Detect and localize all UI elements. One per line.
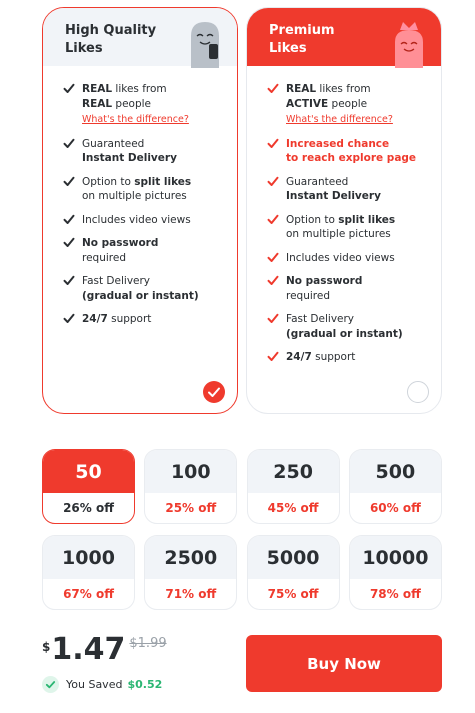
feature-text: (gradual or instant) (286, 327, 403, 340)
plan-card-premium[interactable] (246, 7, 442, 414)
feature-text: 24/7 (82, 313, 108, 325)
plan-title: Premium Likes (269, 23, 335, 56)
package-quantity: 2500 (145, 536, 236, 579)
feature-item (267, 175, 433, 204)
buy-now-button[interactable]: Buy Now (246, 635, 442, 692)
feature-text: Instant Delivery (286, 190, 381, 202)
check-icon (267, 351, 279, 362)
check-circle-icon (42, 676, 59, 693)
package-discount: 26% off (63, 501, 114, 515)
feature-text: Option to (286, 213, 339, 226)
feature-text: required (82, 251, 126, 264)
package-quantity: 100 (145, 450, 236, 493)
feature-text: split likes (134, 175, 192, 188)
feature-item (267, 213, 433, 242)
plan-card-header (43, 8, 237, 66)
feature-text: people (328, 97, 368, 110)
package-grid (42, 449, 442, 610)
feature-item (267, 274, 433, 303)
plan-selected-indicator[interactable] (203, 381, 225, 403)
feature-text: REAL (82, 97, 113, 110)
feature-text: Includes video views (286, 251, 395, 264)
whats-the-difference-link[interactable]: What's the difference? (82, 114, 189, 125)
package-quantity: 250 (248, 450, 339, 493)
check-icon (267, 275, 279, 286)
check-icon (63, 313, 75, 324)
package-quantity: 10000 (350, 536, 441, 579)
feature-item (267, 137, 433, 166)
check-icon (267, 138, 279, 149)
check-icon (63, 176, 75, 187)
package-quantity: 50 (43, 450, 134, 493)
package-option-10000[interactable] (349, 535, 442, 610)
feature-text: Guaranteed (82, 137, 145, 150)
feature-item (267, 350, 433, 365)
feature-text: likes from (112, 83, 167, 95)
package-discount: 71% off (165, 587, 217, 601)
package-option-50[interactable] (42, 449, 135, 524)
saved-label: You Saved (66, 678, 123, 691)
check-icon (63, 138, 75, 149)
feature-text: Includes video views (82, 213, 191, 226)
check-icon (63, 275, 75, 286)
feature-text: Fast Delivery (286, 313, 355, 325)
ghost-phone-mascot-icon (185, 18, 225, 68)
feature-text: support (311, 351, 356, 363)
currency-symbol: $ (42, 640, 51, 654)
feature-item (63, 312, 229, 327)
check-icon (63, 214, 75, 225)
feature-text: (gradual or instant) (82, 289, 199, 302)
check-icon (267, 214, 279, 225)
feature-text: on multiple pictures (82, 190, 187, 202)
feature-text: on multiple pictures (286, 228, 391, 240)
check-icon (203, 381, 225, 403)
package-option-250[interactable] (247, 449, 340, 524)
price-display (42, 634, 167, 666)
feature-text: split likes (338, 213, 396, 226)
feature-list (247, 66, 441, 365)
feature-text: support (107, 313, 152, 325)
plan-title: High Quality Likes (65, 23, 157, 56)
package-option-500[interactable] (349, 449, 442, 524)
feature-text: likes from (316, 83, 371, 95)
package-option-5000[interactable] (247, 535, 340, 610)
check-icon (267, 313, 279, 324)
savings-line (42, 676, 162, 693)
feature-text: REAL (286, 83, 317, 95)
feature-item (267, 251, 433, 266)
package-discount: 25% off (165, 501, 217, 515)
check-icon (267, 176, 279, 187)
package-discount: 67% off (63, 587, 114, 601)
package-option-1000[interactable] (42, 535, 135, 610)
original-price: $1.99 (129, 636, 167, 651)
feature-text: Fast Delivery (82, 275, 151, 287)
feature-item (63, 213, 229, 228)
package-discount: 45% off (267, 501, 319, 515)
check-icon (63, 83, 75, 94)
feature-text: No password (82, 237, 159, 249)
feature-text: Instant Delivery (82, 152, 177, 164)
feature-text: Increased chance (286, 137, 390, 150)
feature-list (43, 66, 237, 327)
feature-text: required (286, 289, 330, 302)
package-quantity: 1000 (43, 536, 134, 579)
feature-text: ACTIVE (286, 97, 329, 110)
whats-the-difference-link[interactable]: What's the difference? (286, 114, 393, 125)
feature-text: 24/7 (286, 351, 312, 363)
plan-select-radio[interactable] (407, 381, 429, 403)
package-discount: 75% off (267, 587, 319, 601)
feature-text: people (112, 97, 152, 110)
package-discount: 60% off (369, 501, 421, 515)
feature-text: REAL (82, 83, 113, 95)
package-quantity: 5000 (248, 536, 339, 579)
package-discount: 78% off (369, 587, 421, 601)
plan-card-header (247, 8, 441, 66)
check-icon (267, 252, 279, 263)
feature-item (63, 137, 229, 166)
feature-text: Guaranteed (286, 175, 349, 188)
feature-item (267, 82, 433, 128)
feature-item (63, 236, 229, 265)
feature-item (267, 312, 433, 341)
plan-card-high-quality[interactable] (42, 7, 238, 414)
package-option-100[interactable] (144, 449, 237, 524)
crowned-ghost-mascot-icon (389, 18, 429, 68)
feature-text: to reach explore page (286, 152, 417, 164)
current-price: 1.47 (51, 632, 126, 667)
feature-text: No password (286, 275, 363, 287)
feature-item (63, 82, 229, 128)
check-icon (267, 83, 279, 94)
feature-text: Option to (82, 175, 135, 188)
saved-amount: $0.52 (127, 678, 163, 691)
package-option-2500[interactable] (144, 535, 237, 610)
check-icon (63, 237, 75, 248)
package-quantity: 500 (350, 450, 441, 493)
feature-item (63, 175, 229, 204)
feature-item (63, 274, 229, 303)
